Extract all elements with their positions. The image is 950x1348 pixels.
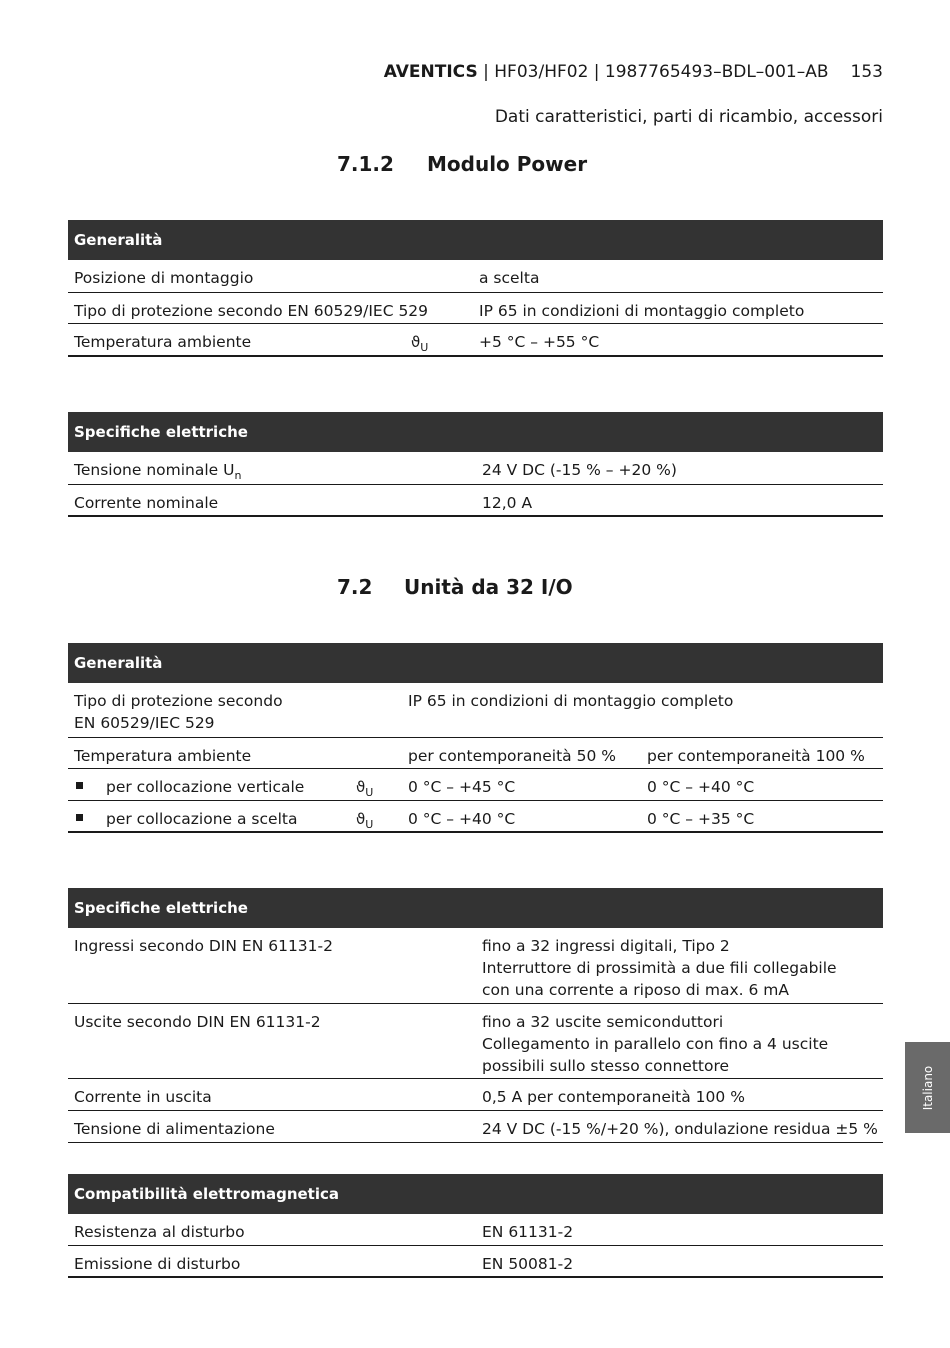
row-value: fino a 32 ingressi digitali, Tipo 2 Interruttore di prossimità a due fili collegabile con una corrente a riposo di max. 6 mA [482, 937, 837, 999]
row-value: 12,0 A [482, 494, 533, 512]
table-row [68, 801, 883, 833]
row-label: per collocazione verticale [106, 778, 305, 796]
row-label: Corrente in uscita [74, 1088, 212, 1106]
row-label: Tipo di protezione secondo EN 60529/IEC 529 [74, 692, 283, 732]
section-title: Modulo Power [427, 152, 588, 176]
table-row [68, 260, 883, 293]
table-row [68, 683, 883, 738]
row-value: 0 °C – +40 °C [647, 778, 755, 796]
running-header [384, 62, 883, 82]
table-row [68, 1214, 883, 1246]
table-row [68, 738, 883, 769]
row-label: Ingressi secondo DIN EN 61131-2 [74, 937, 333, 955]
row-value: fino a 32 uscite semiconduttori Collegamento in parallelo con fino a 4 uscite possibili sullo stesso connettore [482, 1013, 829, 1075]
table-row [68, 1111, 883, 1143]
section-number: 7.1.2 [337, 152, 394, 176]
column-header-50: per contemporaneità 50 % [408, 747, 616, 765]
table-row [68, 1004, 883, 1079]
table-row [68, 485, 883, 517]
row-value: IP 65 in condizioni di montaggio completo [408, 692, 734, 710]
chapter-title: Dati caratteristici, parti di ricambio, accessori [494, 107, 883, 127]
row-label: Uscite secondo DIN EN 61131-2 [74, 1013, 321, 1031]
table-heading: Specifiche elettriche [68, 888, 883, 928]
table-generalita-power [68, 220, 883, 357]
table-row [68, 293, 883, 324]
temperature-symbol: $ϑ_U$ [356, 810, 374, 831]
table-specifiche-elettriche-io [68, 888, 883, 1143]
row-label: Corrente nominale [74, 494, 219, 512]
row-label: Emissione di disturbo [74, 1255, 241, 1273]
table-heading: Compatibilità elettromagnetica [68, 1174, 883, 1214]
table-heading: Specifiche elettriche [68, 412, 883, 452]
row-label: per collocazione a scelta [106, 810, 298, 828]
page-number: 153 [850, 62, 883, 82]
row-label: Posizione di montaggio [74, 269, 254, 287]
table-heading: Generalità [68, 220, 883, 260]
row-label: Tipo di protezione secondo EN 60529/IEC 529 [74, 302, 429, 320]
row-value: EN 50081-2 [482, 1255, 574, 1273]
table-generalita-io [68, 643, 883, 833]
table-row [68, 928, 883, 1004]
temperature-symbol: $ϑ_U$ [411, 333, 429, 354]
row-value: 0,5 A per contemporaneità 100 % [482, 1088, 745, 1106]
table-compatibilita-elettromagnetica [68, 1174, 883, 1278]
row-value: a scelta [479, 269, 540, 287]
row-value: +5 °C – +55 °C [479, 333, 600, 351]
row-label: Resistenza al disturbo [74, 1223, 245, 1241]
row-value: 24 V DC (-15 %/+20 %), ondulazione residua ±5 % [482, 1120, 878, 1138]
row-label: Tensione nominale $U_n$ [74, 461, 242, 483]
row-label: Temperatura ambiente [74, 747, 252, 765]
row-value: 0 °C – +35 °C [647, 810, 755, 828]
brand-name: AVENTICS [383, 62, 478, 82]
language-tab-label: Italiano [920, 1065, 935, 1110]
section-title: Unità da 32 I/O [404, 575, 573, 599]
row-label: Tensione di alimentazione [74, 1120, 275, 1138]
section-number: 7.2 [337, 575, 373, 599]
table-row [68, 769, 883, 801]
row-value: IP 65 in condizioni di montaggio completo [479, 302, 805, 320]
section-heading-unita-32-io [337, 575, 573, 599]
section-heading-modulo-power [337, 152, 587, 176]
table-row [68, 1079, 883, 1111]
language-tab [905, 1042, 950, 1133]
temperature-symbol: $ϑ_U$ [356, 778, 374, 799]
column-header-100: per contemporaneità 100 % [647, 747, 865, 765]
document-id: | HF03/HF02 | 1987765493–BDL–001–AB [477, 62, 829, 82]
row-value: 0 °C – +40 °C [408, 810, 516, 828]
bullet-square-icon [76, 782, 83, 789]
row-value: 24 V DC (-15 % – +20 %) [482, 461, 677, 479]
row-value: EN 61131-2 [482, 1223, 574, 1241]
table-row [68, 452, 883, 485]
bullet-square-icon [76, 814, 83, 821]
row-value: 0 °C – +45 °C [408, 778, 516, 796]
table-row [68, 1246, 883, 1278]
table-specifiche-elettriche-power [68, 412, 883, 517]
table-heading: Generalità [68, 643, 883, 683]
row-label: Temperatura ambiente [74, 333, 252, 351]
table-row [68, 324, 883, 357]
